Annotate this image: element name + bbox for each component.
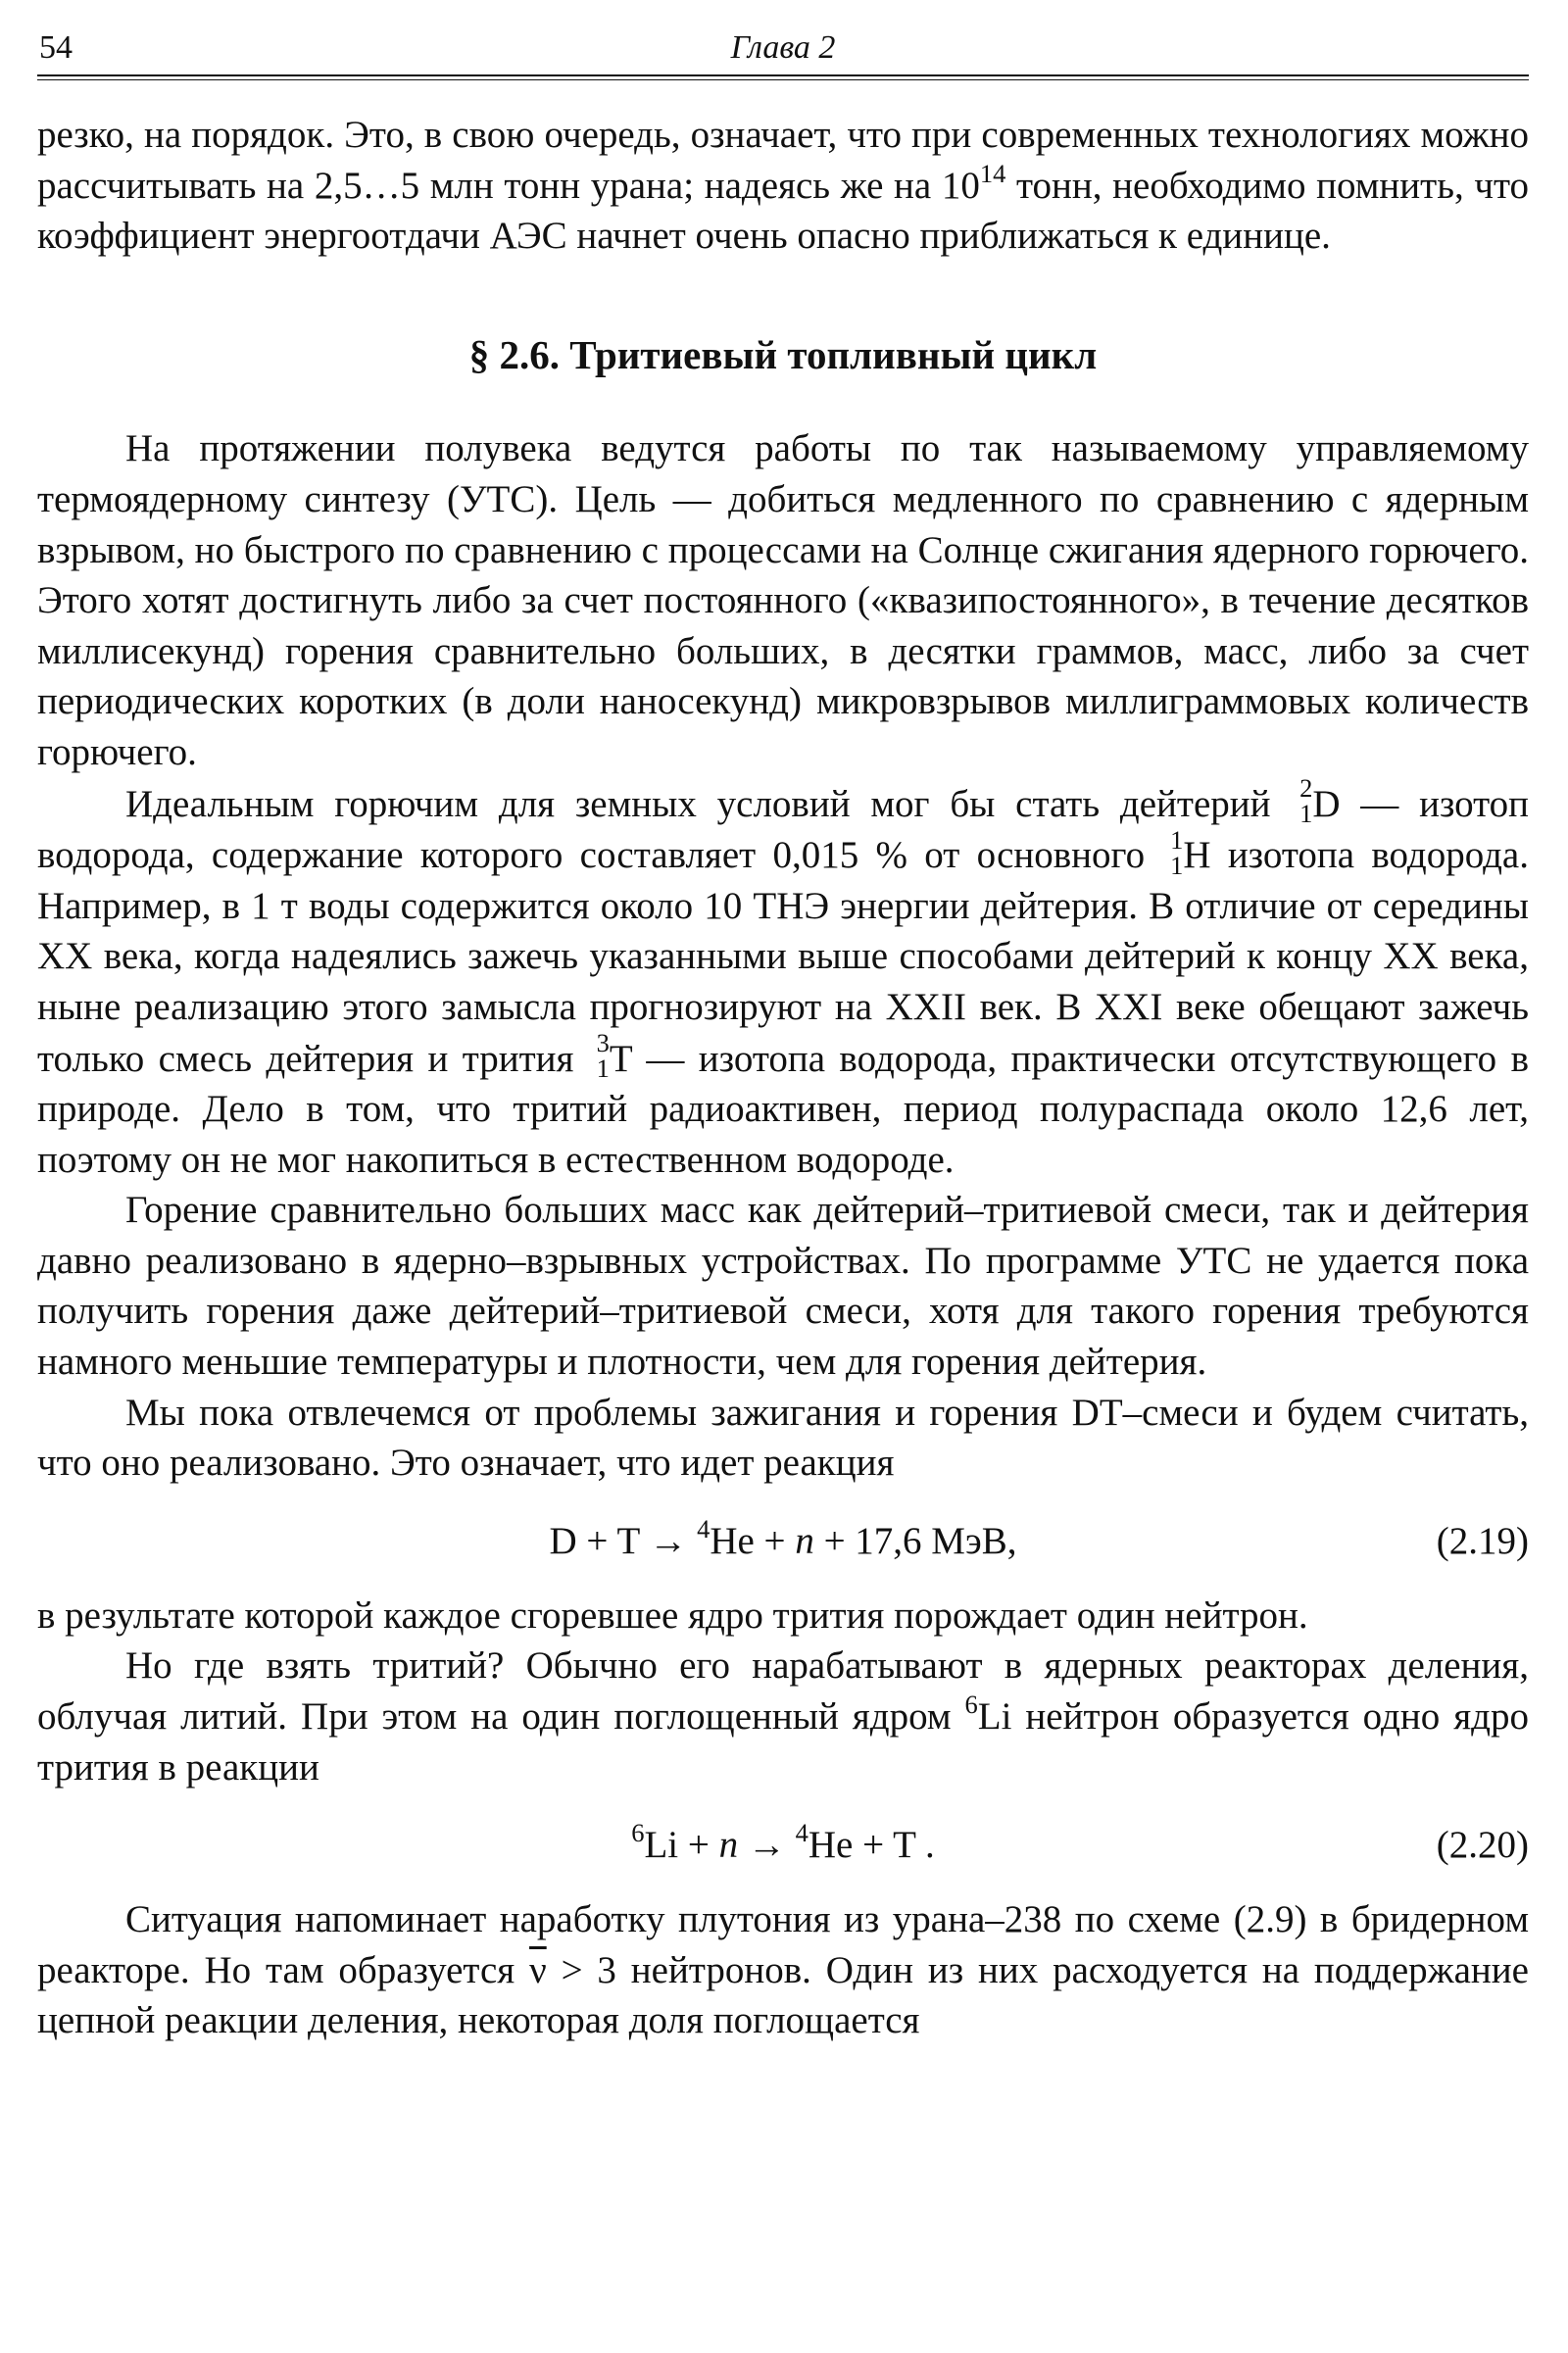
hydrogen-symbol: H: [1183, 834, 1211, 877]
deuterium-text-3: изотопа водорода. Например, в 1 т воды содержится около 10 ТНЭ энергии дейтерия. В отличие от середины XX века, когда надеялись зажечь указанными выше способами дейтерий к концу XX века, ныне реализацию этого замысла прогнозируют на XXII век. В XXI веке обещают зажечь только смесь дейтерия и трития: [37, 834, 1529, 1080]
chapter-title: Глава 2: [730, 29, 836, 66]
eq1-helium: He +: [710, 1519, 796, 1562]
paragraph-neutron: в результате которой каждое сгоревшее ядро трития порождает один нейтрон.: [37, 1593, 1308, 1637]
deuterium-symbol: D: [1312, 782, 1341, 825]
equation-2-19-formula: [37, 1513, 1529, 1567]
paragraph-burning: Горение сравнительно больших масс как дейтерий–тритиевой смеси, так и дейтерия давно реализовано в ядерно–взрывных устройствах. По программе УТС не удается пока получить горения даже дейтерий–тритиевой смеси, хотя для такого горения требуются намного меньшие температуры и плотности, чем для горения дейтерия.: [37, 1189, 1529, 1384]
deuterium-text-1: Идеальным горючим для земных условий мог бы стать дейтерий: [125, 782, 1292, 825]
eq2-lithium-mass: 6: [631, 1818, 645, 1848]
paragraph-tritium-source: [37, 1641, 1529, 1792]
nu-bar-symbol: $\overline{\nu}$: [529, 1948, 547, 1991]
breeder-text-2: > 3 нейтронов. Один из них расходуется на поддержание цепной реакции деления, некоторая доля поглощается: [37, 1948, 1529, 2042]
header-rule-thin: [37, 79, 1529, 80]
deuterium-mass-number: 2: [1299, 772, 1313, 803]
paragraph-breeder: [37, 1894, 1529, 2046]
tritium-atomic-number: 1: [596, 1054, 610, 1084]
eq2-lithium: Li +: [644, 1824, 719, 1867]
eq2-helium-mass: 4: [795, 1818, 808, 1848]
equation-2-20-formula: [37, 1820, 1529, 1871]
eq2-arrow: →: [738, 1824, 796, 1867]
hydrogen-nuclide-indices: [1161, 824, 1184, 881]
tritium-source-text-2: нейтрон образуется одно ядро трития в реакции: [37, 1695, 1529, 1789]
page-number: 54: [39, 29, 73, 66]
equation-2-20-number: (2.20): [1436, 1824, 1529, 1867]
tritium-symbol: T: [609, 1037, 632, 1080]
header-rule-thick: [37, 74, 1529, 76]
paragraph-dt-reaction: Мы пока отвлечемся от проблемы зажигания и горения DT–смеси и будем считать, что оно реализовано. Это означает, что идет реакция: [37, 1391, 1529, 1485]
page-body: [37, 110, 1529, 2046]
paragraph-uts: На протяжении полувека ведутся работы по так называемому управляемому термоядерному синтезу (УТС). Цель — добиться медленного по сравнению с ядерным взрывом, но быстрого по сравнению с процессами на Солнце сжигания ядерного горючего. Этого хотят достигнуть либо за счет постоянного («квазипостоянного», в течение десятков миллисекунд) горения сравнительно больших, в десятки граммов, масс, либо за счет периодических коротких (в доли наносекунд) микровзрывов миллиграммовых количеств горючего.: [37, 427, 1529, 773]
eq2-products: He + T .: [808, 1824, 935, 1867]
deuterium-atomic-number: 1: [1299, 799, 1313, 829]
eq1-neutron: n: [795, 1519, 814, 1562]
lithium-mass-number: 6: [964, 1690, 978, 1720]
eq1-mass-number: 4: [697, 1513, 710, 1544]
equation-2-20: [37, 1806, 1529, 1885]
eq1-energy: + 17,6 МэВ,: [813, 1519, 1017, 1562]
eq2-neutron: n: [718, 1824, 739, 1867]
lithium-symbol: Li: [977, 1695, 1012, 1739]
intro-text-2: тонн, необходимо помнить, что коэффициент энергоотдачи АЭС начнет очень опасно приближаться к единице.: [37, 164, 1530, 258]
hydrogen-atomic-number: 1: [1170, 851, 1184, 881]
breeder-text-1: Ситуация напоминает наработку плутония из урана–238 по схеме (2.9) в бридерном реакторе. Но там образуется: [37, 1898, 1529, 1991]
equation-2-19: [37, 1502, 1529, 1581]
paragraph-deuterium: [37, 772, 1530, 1186]
hydrogen-mass-number: 1: [1170, 824, 1184, 855]
intro-text-1: резко, на порядок. Это, в свою очередь, означает, что при современных технологиях можно рассчитывать на 2,5…5 млн тонн урана; надеясь же на 10: [37, 114, 1529, 207]
tritium-source-text-1: Но где взять тритий? Обычно его нарабатывают в ядерных реакторах деления, облучая литий. При этом на один поглощенный ядром: [37, 1644, 1529, 1739]
deuterium-text-4: — изотопа водорода, практически отсутствующего в природе. Дело в том, что тритий радиоактивен, период полураспада около 12,6 лет, поэтому он не мог накопиться в естественном водороде.: [37, 1037, 1529, 1181]
tritium-nuclide-indices: [588, 1027, 610, 1084]
deuterium-text-2: — изотоп водорода, содержание которого составляет 0,015 % от основного: [37, 782, 1530, 877]
intro-paragraph: [37, 110, 1529, 262]
equation-2-19-number: (2.19): [1436, 1519, 1529, 1562]
deuterium-nuclide-indices: [1291, 772, 1313, 829]
intro-exponent: 14: [979, 158, 1006, 188]
running-header: [37, 27, 1529, 71]
eq1-left: D + T →: [549, 1519, 698, 1562]
tritium-mass-number: 3: [596, 1027, 610, 1057]
section-heading: § 2.6. Тритиевый топливный цикл: [468, 331, 1098, 377]
